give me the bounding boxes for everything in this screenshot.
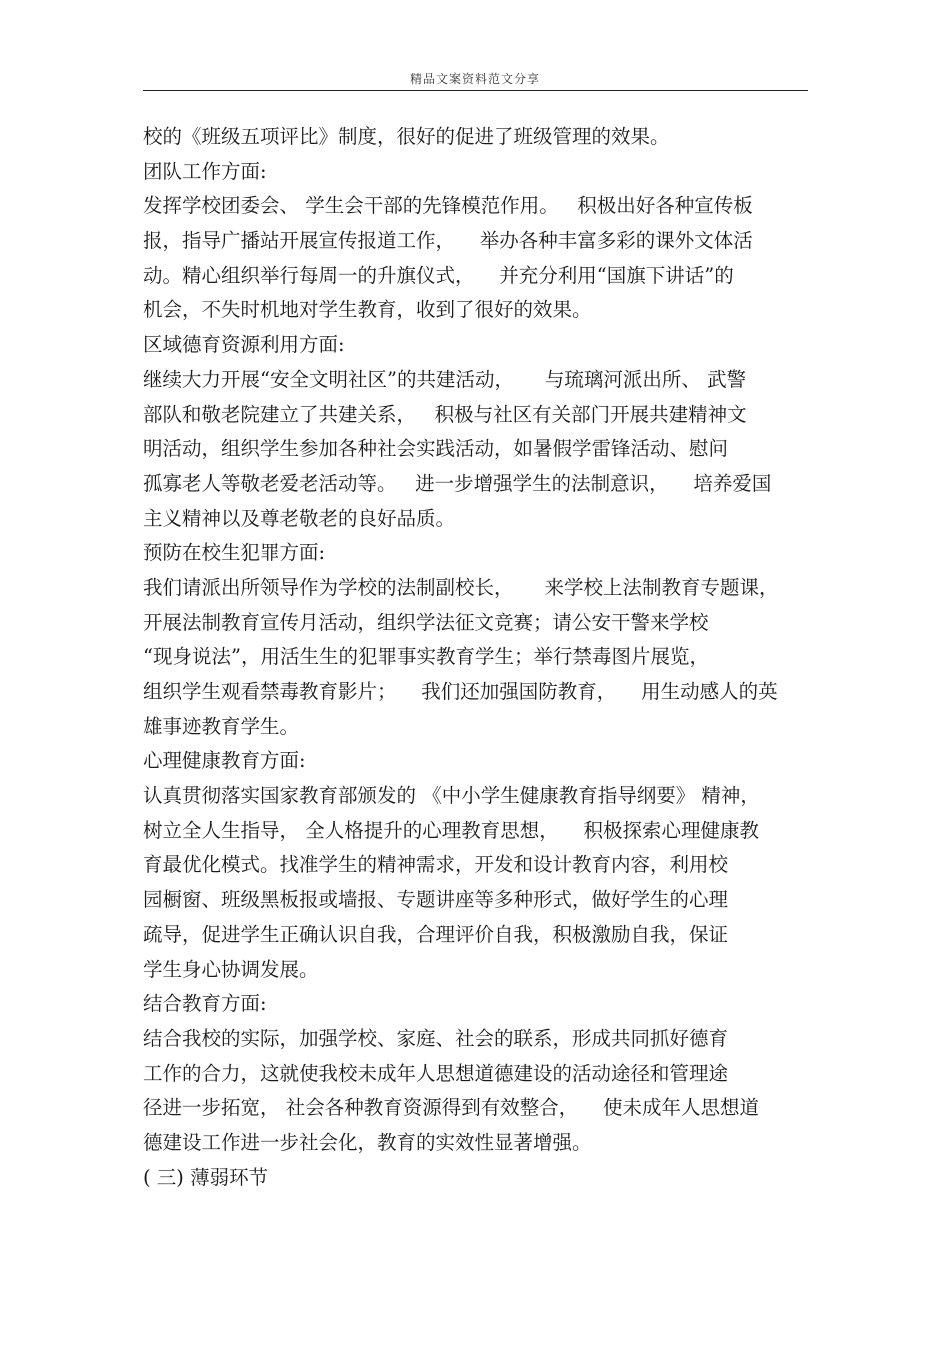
text-line: 继续大力开展“安全文明社区”的共建活动， 与琉璃河派出所、 武警 <box>143 367 747 391</box>
page-header: 精品文案资料范文分享 <box>409 72 540 86</box>
text-line: 园橱窗、班级黑板报或墙报、专题讲座等多种形式，做好学生的心理 <box>143 888 729 912</box>
text-line: 德建设工作进一步社会化，教育的实效性显著增强。 <box>143 1130 592 1154</box>
text-line: 机会，不失时机地对学生教育，收到了很好的效果。 <box>143 298 592 322</box>
text-line: 开展法制教育宣传月活动，组织学法征文竞赛；请公安干警来学校 <box>143 610 709 634</box>
text-line: 雄事迹教育学生。 <box>143 714 300 738</box>
document-body <box>143 120 813 1195</box>
text-line: 组织学生观看禁毒教育影片； 我们还加强国防教育， 用生动感人的英 <box>143 680 778 703</box>
text-line: 我们请派出所领导作为学校的法制副校长， 来学校上法制教育专题课， <box>143 575 779 599</box>
section-heading-combined-education: 结合教育方面: <box>143 992 267 1016</box>
text-line: 工作的合力，这就使我校未成年人思想道德建设的活动途径和管理途 <box>143 1061 729 1085</box>
text-line: 发挥学校团委会、 学生会干部的先锋模范作用。 积极出好各种宣传板 <box>143 194 753 218</box>
text-line: 结合我校的实际，加强学校、家庭、社会的联系，形成共同抓好德育 <box>143 1026 729 1050</box>
text-line: 部队和敬老院建立了共建关系， 积极与社区有关部门开展共建精神文 <box>143 402 747 426</box>
text-line: 动。精心组织举行每周一的升旗仪式， 并充分利用“国旗下讲话”的 <box>143 263 734 287</box>
text-line: “现身说法”，用活生生的犯罪事实教育学生；举行禁毒图片展览， <box>143 645 709 669</box>
text-line: 认真贯彻落实国家教育部颁发的 《中小学生健康教育指导纲要》 精神， <box>143 784 760 808</box>
section-heading-regional-resources: 区域德育资源利用方面: <box>143 333 345 357</box>
text-line: 校的《班级五项评比》制度，很好的促进了班级管理的效果。 <box>143 125 670 148</box>
text-line: 明活动，组织学生参加各种社会实践活动，如暑假学雷锋活动、慰问 <box>143 437 729 461</box>
text-line: 报，指导广播站开展宣传报道工作， 举办各种丰富多彩的课外文体活 <box>143 229 753 253</box>
text-line: 孤寡老人等敬老爱老活动等。 进一步增强学生的法制意识， 培养爱国 <box>143 471 772 495</box>
text-line: 育最优化模式。找准学生的精神需求，开发和设计教育内容，利用校 <box>143 853 729 877</box>
text-line: 树立全人生指导， 全人格提升的心理教育思想， 积极探索心理健康教 <box>143 818 759 842</box>
text-line: 主义精神以及尊老敬老的良好品质。 <box>143 506 456 530</box>
section-heading-team-work: 团队工作方面: <box>143 159 267 183</box>
text-line: 学生身心协调发展。 <box>143 957 319 981</box>
text-line: 径进一步拓宽， 社会各种教育资源得到有效整合， 使未成年人思想道 <box>143 1096 759 1120</box>
text-line: 疏导，促进学生正确认识自我，合理评价自我，积极激励自我，保证 <box>143 922 729 946</box>
header-divider <box>143 90 808 91</box>
section-heading-crime-prevention: 预防在校生犯罪方面: <box>143 541 326 565</box>
section-heading-mental-health: 心理健康教育方面: <box>143 749 306 773</box>
section-heading-weak-links: ( 三) 薄弱环节 <box>143 1165 269 1189</box>
